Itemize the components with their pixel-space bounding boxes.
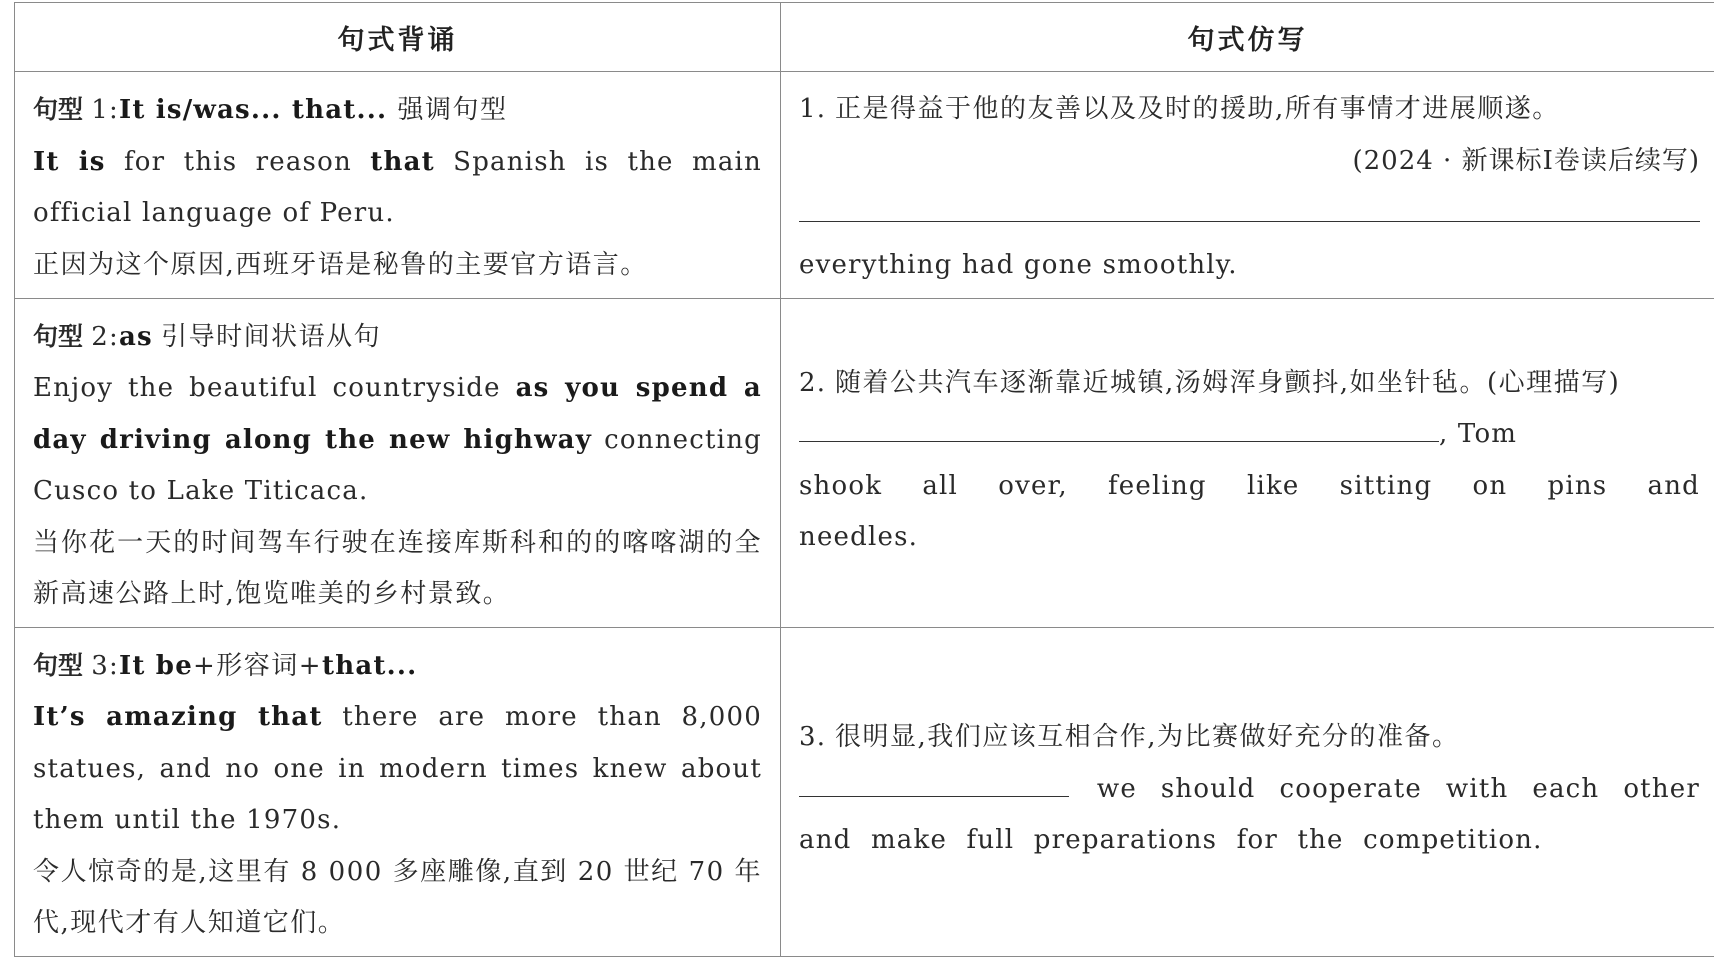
answer-blank-2[interactable] — [799, 417, 1439, 442]
task-cell-2: 2. 随着公共汽车逐渐靠近城镇,汤姆浑身颤抖,如坐针毡。(心理描写) , Tom shook all over, feeling like sitting on pins and needles. — [781, 298, 1714, 627]
task-cell-1 — [781, 72, 1714, 299]
sentence-pattern-table — [14, 2, 1714, 957]
example-sentence-1: It is for this reason that Spanish is the main official language of Peru. — [33, 146, 762, 228]
task-prompt-2: 2. 随着公共汽车逐渐靠近城镇,汤姆浑身颤抖,如坐针毡。(心理描写) — [799, 367, 1621, 398]
task-source: (2024 · 新课标Ⅰ卷读后续写) — [1352, 145, 1700, 176]
task-cell-3 — [781, 627, 1714, 956]
task-answer-3: we should cooperate with each other and make full preparations for the competition. — [799, 773, 1700, 856]
pattern-cell-2 — [15, 298, 781, 627]
pattern-title-1: 句型 1:It is/was... that... 强调句型 — [33, 95, 508, 125]
answer-blank-1[interactable] — [799, 187, 1700, 222]
answer-blank-3[interactable] — [799, 772, 1069, 797]
table-row — [15, 298, 1714, 627]
header-imitate: 句式仿写 — [781, 3, 1714, 72]
translation-1: 正因为这个原因,西班牙语是秘鲁的主要官方语言。 — [33, 249, 648, 280]
task-answer-2: shook all over, feeling like sitting on pins and needles. — [799, 470, 1700, 552]
translation-2: 当你花一天的时间驾车行驶在连接库斯科和的的喀喀湖的全新高速公路上时,饱览唯美的乡村景致。 — [33, 527, 762, 609]
translation-3: 令人惊奇的是,这里有 8 000 多座雕像,直到 20 世纪 70 年代,现代才有人知道它们。 — [33, 856, 762, 938]
example-sentence-2: Enjoy the beautiful countryside as you spend a day driving along the new highway connecting Cusco to Lake Titicaca. — [33, 373, 762, 506]
pattern-cell-3 — [15, 627, 781, 956]
task-answer-1: everything had gone smoothly. — [799, 250, 1238, 280]
worksheet — [14, 2, 1714, 979]
table-header-row — [15, 3, 1714, 72]
table-row — [15, 72, 1714, 299]
task-prompt-1: 1. 正是得益于他的友善以及及时的援助,所有事情才进展顺遂。 (2024 · 新课标Ⅰ卷读后续写) — [799, 84, 1700, 187]
header-recite: 句式背诵 — [15, 3, 781, 72]
example-sentence-3: It’s amazing that there are more than 8,000 statues, and no one in modern times knew about them until the 1970s. — [33, 702, 762, 835]
task-prompt-3: 3. 很明显,我们应该互相合作,为比赛做好充分的准备。 — [799, 722, 1460, 753]
pattern-title-3: 句型 3:It be+形容词+that... — [33, 650, 418, 681]
table-row — [15, 627, 1714, 956]
pattern-cell-1 — [15, 72, 781, 299]
pattern-title-2: 句型 2:as 引导时间状语从句 — [33, 321, 382, 352]
